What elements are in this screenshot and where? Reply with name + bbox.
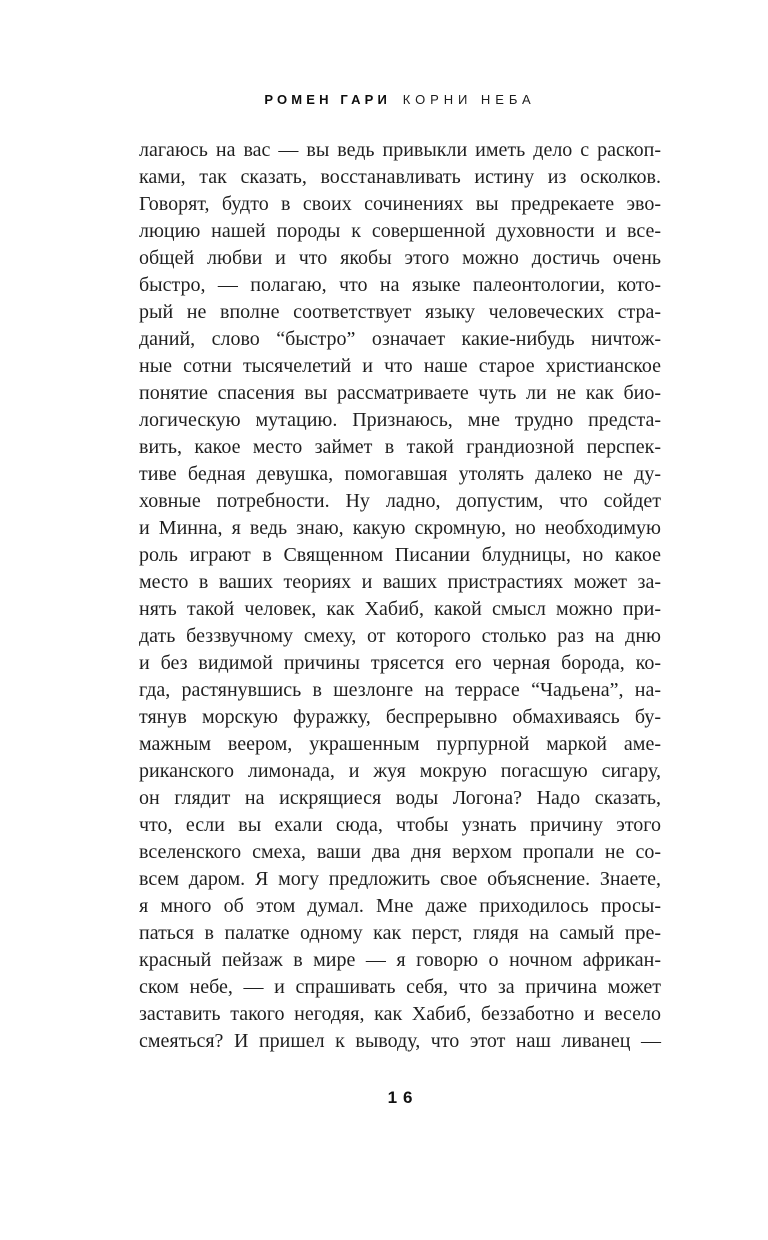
text-line: гда, растянувшись в шезлонге на террасе “Чадьена”, на- — [139, 679, 661, 701]
header-author: РОМЕН ГАРИ — [264, 92, 392, 107]
text-line: и Минна, я ведь знаю, какую скромную, но необходимую — [139, 517, 661, 539]
text-line: рый не вполне соответствует языку человеческих стра- — [139, 301, 661, 323]
text-line: мажным веером, украшенным пурпурной маркой аме- — [139, 733, 661, 755]
text-line: что, если вы ехали сюда, чтобы узнать причину этого — [139, 814, 661, 836]
running-header — [139, 92, 661, 108]
text-line: ском небе, — и спрашивать себя, что за причина может — [139, 976, 661, 998]
text-line: ховные потребности. Ну ладно, допустим, что сойдет — [139, 490, 661, 512]
text-line: Говорят, будто в своих сочинениях вы предрекаете эво- — [139, 193, 661, 215]
text-line: всем даром. Я могу предложить свое объяснение. Знаете, — [139, 868, 661, 890]
text-line: ные сотни тысячелетий и что наше старое христианское — [139, 355, 661, 377]
text-line: логическую мутацию. Признаюсь, мне трудно предста- — [139, 409, 661, 431]
text-line: заставить такого негодяя, как Хабиб, беззаботно и весело — [139, 1003, 661, 1025]
text-line: смеяться? И пришел к выводу, что этот наш ливанец — — [139, 1030, 661, 1052]
text-line: тиве бедная девушка, помогавшая утолять далеко не ду- — [139, 463, 661, 485]
text-line: красный пейзаж в мире — я говорю о ночном африкан- — [139, 949, 661, 971]
text-line: он глядит на искрящиеся воды Логона? Надо сказать, — [139, 787, 661, 809]
text-line: вить, какое место займет в такой грандиозной перспек- — [139, 436, 661, 458]
text-line: паться в палатке одному как перст, глядя на самый пре- — [139, 922, 661, 944]
text-line: люцию нашей породы к совершенной духовности и все- — [139, 220, 661, 242]
text-line: вселенского смеха, ваши два дня верхом пропали не со- — [139, 841, 661, 863]
text-line: я много об этом думал. Мне даже приходилось просы- — [139, 895, 661, 917]
header-book-title: КОРНИ НЕБА — [402, 92, 536, 107]
text-line: общей любви и что якобы этого можно достичь очень — [139, 247, 661, 269]
text-line: дать беззвучному смеху, от которого столько раз на дню — [139, 625, 661, 647]
text-line: быстро, — полагаю, что на языке палеонтологии, кото- — [139, 274, 661, 296]
text-line: нять такой человек, как Хабиб, какой смысл можно при- — [139, 598, 661, 620]
text-line: тянув морскую фуражку, беспрерывно обмахиваясь бу- — [139, 706, 661, 728]
page-number: 16 — [387, 1088, 419, 1107]
text-line: ками, так сказать, восстанавливать истину из осколков. — [139, 166, 661, 188]
text-column — [139, 137, 661, 1055]
text-line: риканского лимонада, и жуя мокрую погасшую сигару, — [139, 760, 661, 782]
text-line: и без видимой причины трясется его черная борода, ко- — [139, 652, 661, 674]
text-line: понятие спасения вы рассматриваете чуть ли не как био- — [139, 382, 661, 404]
text-line: место в ваших теориях и ваших пристрастиях может за- — [139, 571, 661, 593]
text-line: лагаюсь на вас — вы ведь привыкли иметь дело с раскоп- — [139, 139, 661, 161]
text-line: роль играют в Священном Писании блудницы, но какое — [139, 544, 661, 566]
text-line: даний, слово “быстро” означает какие-нибудь ничтож- — [139, 328, 661, 350]
